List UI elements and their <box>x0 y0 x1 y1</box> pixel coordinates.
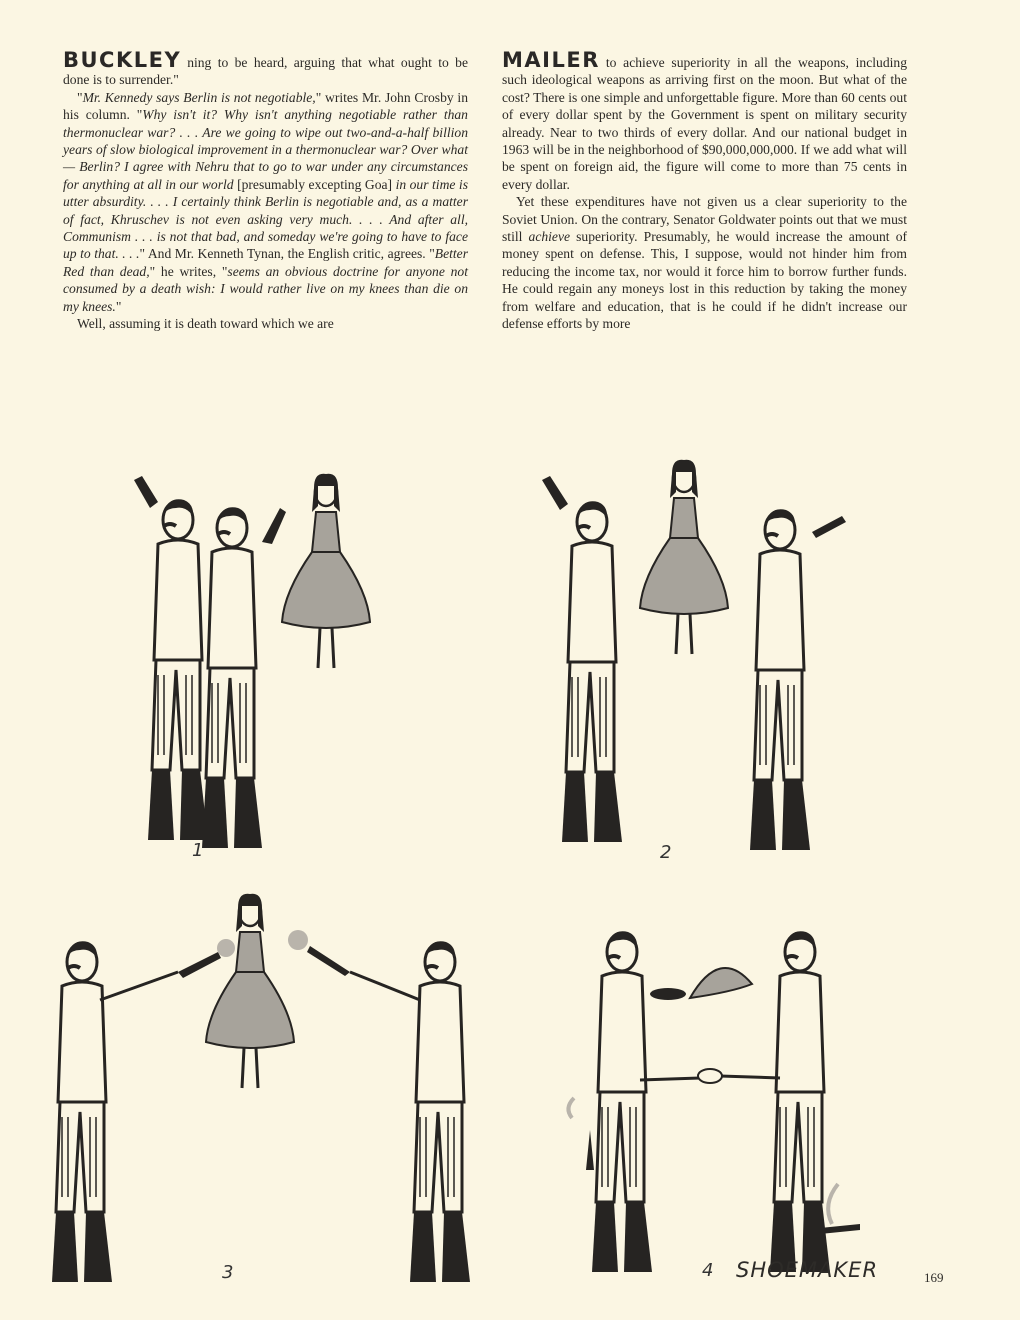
fallen-woman <box>690 968 752 998</box>
duelist-1a <box>148 499 208 840</box>
panel-2 <box>542 460 846 850</box>
dropped-pistol <box>820 1224 860 1234</box>
pistol-1a <box>134 476 158 508</box>
pistol-1b <box>262 508 286 544</box>
woman-3 <box>206 894 294 1088</box>
mailer-heading: MAILER <box>502 48 600 72</box>
pistol-2a <box>542 476 568 510</box>
buckley-paragraph-2: "Mr. Kennedy says Berlin is not negotiable," writes Mr. John Crosby in his column. "Why isn't it? Why isn't anything negotiable rather than thermonuclear war? . . . Are we going to wipe out two-and-a-half billion years of slow biological improvement in a thermonuclear war? Over what — Berlin? I agree with Nehru that to go to war under any circumstances for anything at all in our world [presumably excepting Goa] in our time is utter absurdity. . . . I certainly think Berlin is negotiable and, as a matter of fact, Khruschev is not even asking very much. . . . And after all, Communism . . . is not that bad, and someday we're going to have to face up to that. . . ." And Mr. Kenneth Tynan, the English critic, agrees. "Better Red than dead," he writes, "seems an obvious doctrine for anyone not consumed by a death wish: I would rather live on my knees than die on my knees." <box>63 89 469 314</box>
duelist-2a <box>562 501 622 842</box>
duel-cartoon <box>0 440 1020 1320</box>
mailer-paragraph-1: MAILER to achieve superiority in all the weapons, including such ideological weapons as arriving first on the moon. But what of the cost? There is one simple and unforgettable figure. More than 60 cents out of every dollar spent by the Government is spent on military security already. Near to two thirds of every dollar. And our national budget in 1963 will be in the neighborhood of $90,000,000,000. If we add what will be spent on foreign aid, the figure will come to more than 75 cents in every dollar. <box>502 48 907 192</box>
buckley-column <box>63 48 469 333</box>
panel-number-4: 4 <box>702 1260 714 1281</box>
mailer-paragraph-2: Yet these expenditures have not given us a clear superiority to the Soviet Union. On the contrary, Senator Goldwater points out that we must still achieve superiority. Presumably, he would increase the amount of money spent on defense. This, I suppose, would not hinder him from reducing the income tax, nor would it force him to borrow further funds. He could regain any moneys lost in this reduction by taking the money from welfare and education, that is he could if he didn't increase our defense efforts by more <box>502 194 908 332</box>
buckley-paragraph-3: Well, assuming it is death toward which we are <box>77 316 334 332</box>
duelist-3a <box>52 941 112 1282</box>
duelist-2b <box>750 509 810 850</box>
mailer-column <box>502 48 908 333</box>
duelist-4b <box>770 931 830 1272</box>
panel-3 <box>52 894 470 1282</box>
page-number: 169 <box>924 1270 944 1285</box>
artist-signature: SHOEMAKER <box>736 1258 879 1282</box>
pistol-2b <box>812 516 846 538</box>
panel-number-2: 2 <box>660 842 672 863</box>
panel-number-3: 3 <box>222 1262 234 1283</box>
duelist-1b <box>202 507 262 848</box>
panel-1 <box>134 474 370 848</box>
woman-1 <box>282 474 370 668</box>
duelist-4a <box>592 931 652 1272</box>
panel-number-1: 1 <box>192 840 204 861</box>
woman-2 <box>640 460 728 654</box>
buckley-paragraph-1: BUCKLEY ning to be heard, arguing that what ought to be done is to surrender." <box>63 48 468 88</box>
buckley-heading: BUCKLEY <box>63 48 182 72</box>
duelist-3b <box>410 941 470 1282</box>
panel-4 <box>568 931 860 1272</box>
